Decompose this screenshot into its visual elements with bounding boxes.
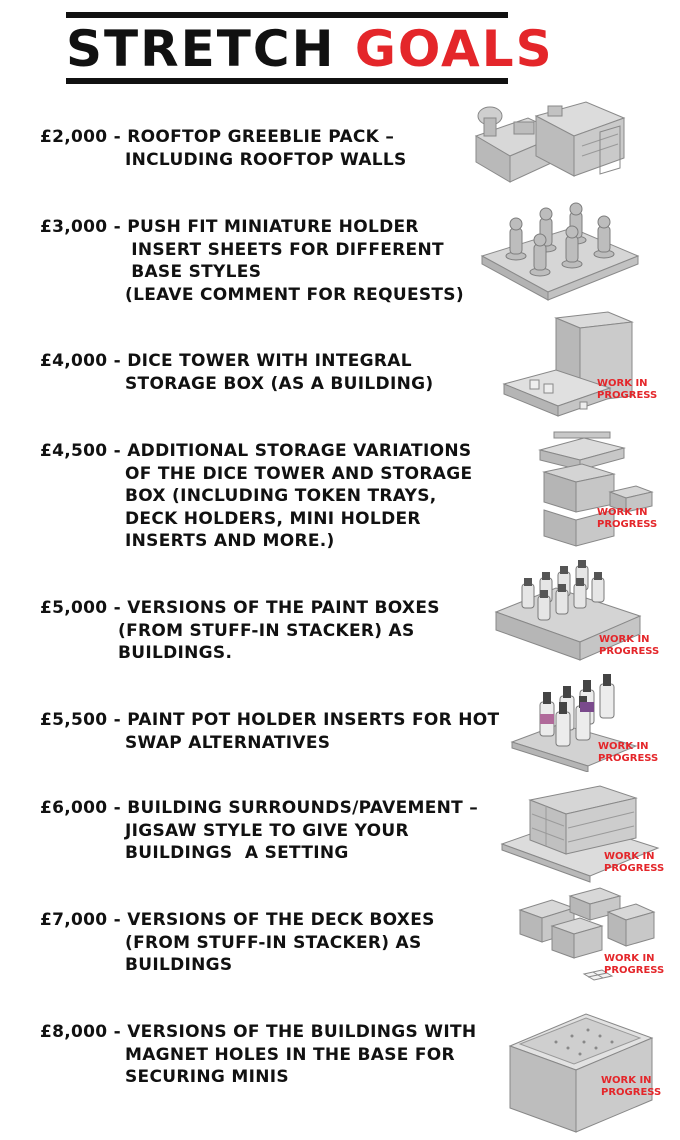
- work-in-progress-label: WORK IN PROGRESS: [604, 851, 665, 874]
- goal-amount: £7,000: [40, 910, 108, 930]
- goal-line: (FROM STUFF-IN STACKER) AS: [118, 620, 415, 641]
- goal-line: VERSIONS OF THE PAINT BOXES: [127, 598, 440, 618]
- goal-amount: £4,500: [40, 441, 108, 461]
- goal-line: (LEAVE COMMENT FOR REQUESTS): [125, 284, 464, 305]
- goal-line: OF THE DICE TOWER AND STORAGE: [125, 463, 473, 484]
- goal-amount: £5,000: [40, 598, 108, 618]
- goal-line: DICE TOWER WITH INTEGRAL: [127, 351, 412, 371]
- goal-6000: [40, 797, 480, 865]
- goal-separator: -: [107, 217, 128, 237]
- rooftop-greeblie-render: [470, 96, 630, 192]
- goal-amount: £3,000: [40, 217, 108, 237]
- goal-amount: £2,000: [40, 127, 108, 147]
- page-title: [66, 20, 554, 78]
- goal-5000: [40, 597, 480, 665]
- goal-line: SWAP ALTERNATIVES: [125, 732, 331, 753]
- goal-line: INSERT SHEETS FOR DIFFERENT: [125, 239, 444, 260]
- goal-line: MAGNET HOLES IN THE BASE FOR: [125, 1044, 455, 1065]
- goal-separator: -: [107, 798, 128, 818]
- goal-line: BUILDINGS A SETTING: [125, 843, 349, 863]
- goal-separator: -: [107, 351, 128, 371]
- goal-line: DECK HOLDERS, MINI HOLDER: [125, 508, 421, 529]
- goal-2000: [40, 126, 480, 171]
- goal-line: BUILDING SURROUNDS/PAVEMENT –: [127, 798, 479, 818]
- goal-amount: £6,000: [40, 798, 108, 818]
- goal-separator: -: [107, 910, 128, 930]
- storage-variations-render: [524, 430, 654, 560]
- miniature-holder-render: [480, 200, 640, 304]
- work-in-progress-label: WORK IN PROGRESS: [599, 634, 660, 657]
- magnet-building-render: [506, 996, 656, 1136]
- goal-line: INCLUDING ROOFTOP WALLS: [125, 149, 407, 170]
- deck-box-render: [516, 884, 656, 994]
- goal-line: INSERTS AND MORE.): [125, 531, 335, 551]
- goal-line: ROOFTOP GREEBLIE PACK –: [127, 127, 395, 147]
- goal-4000: [40, 350, 480, 395]
- work-in-progress-label: WORK IN PROGRESS: [598, 741, 659, 764]
- goal-line: VERSIONS OF THE BUILDINGS WITH: [127, 1022, 477, 1042]
- goal-7000: [40, 909, 480, 977]
- goal-3000: [40, 216, 480, 306]
- goal-line: PAINT POT HOLDER INSERTS FOR HOT: [127, 710, 500, 730]
- goal-line: VERSIONS OF THE DECK BOXES: [127, 910, 435, 930]
- goal-amount: £4,000: [40, 351, 108, 371]
- work-in-progress-label: WORK IN PROGRESS: [604, 953, 665, 976]
- goal-line: BOX (INCLUDING TOKEN TRAYS,: [125, 486, 437, 506]
- goal-5500: [40, 709, 500, 754]
- goal-line: BUILDINGS: [125, 955, 233, 975]
- work-in-progress-label: WORK IN PROGRESS: [597, 507, 658, 530]
- goal-line: BUILDINGS.: [118, 643, 233, 663]
- goal-separator: -: [107, 710, 128, 730]
- goal-amount: £5,500: [40, 710, 108, 730]
- goal-line: JIGSAW STYLE TO GIVE YOUR: [125, 820, 409, 841]
- dice-tower-render: [500, 310, 650, 420]
- goal-line: ADDITIONAL STORAGE VARIATIONS: [127, 441, 472, 461]
- title-accent: GOALS: [354, 20, 554, 78]
- goal-separator: -: [107, 598, 128, 618]
- work-in-progress-label: WORK IN PROGRESS: [597, 378, 658, 401]
- goal-amount: £8,000: [40, 1022, 108, 1042]
- goal-4500: [40, 440, 480, 553]
- title-main: STRETCH: [66, 20, 336, 78]
- goal-line: (FROM STUFF-IN STACKER) AS: [125, 932, 422, 953]
- stretch-goals-header: [66, 12, 554, 90]
- work-in-progress-label: WORK IN PROGRESS: [601, 1075, 662, 1098]
- goal-line: STORAGE BOX (AS A BUILDING): [125, 373, 434, 394]
- goal-8000: [40, 1021, 480, 1089]
- goal-separator: -: [107, 1022, 128, 1042]
- goal-line: BASE STYLES: [125, 262, 262, 282]
- header-top-rule: [66, 12, 508, 18]
- goal-separator: -: [107, 127, 128, 147]
- goal-separator: -: [107, 441, 128, 461]
- goal-line: PUSH FIT MINIATURE HOLDER: [127, 217, 419, 237]
- header-bottom-rule: [66, 78, 508, 84]
- goal-line: SECURING MINIS: [125, 1067, 289, 1087]
